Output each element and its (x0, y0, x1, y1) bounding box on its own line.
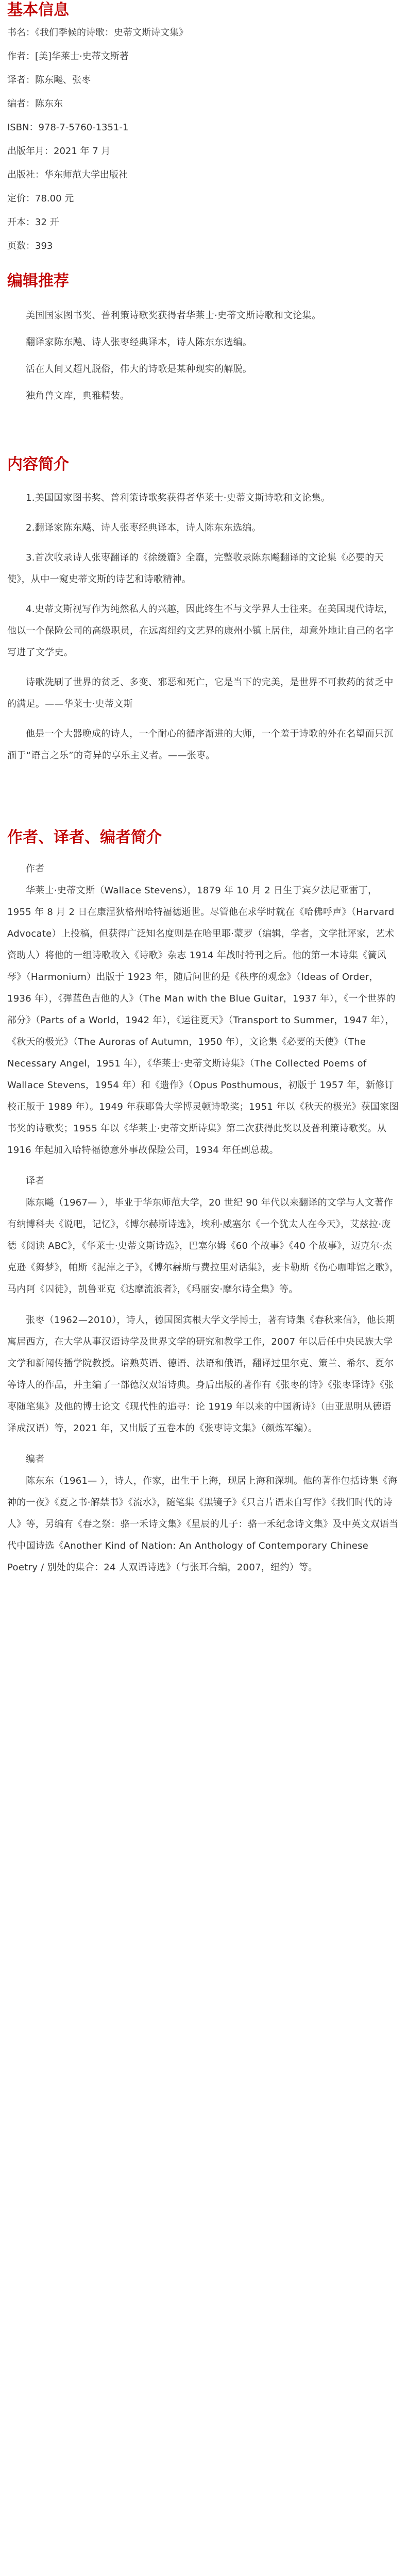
authors-heading: 作者、译者、编者简介 (7, 828, 162, 846)
content-intro-section (7, 454, 400, 767)
intro-paragraph: 3.首次收录诗人张枣翻译的《徐缓篇》全篇，完整收录陈东飚翻译的文论集《必要的天使》，从中一窥史蒂文斯的诗艺和诗歌精神。 (7, 552, 384, 585)
content-intro-body (7, 487, 400, 767)
intro-paragraph: 1.美国国家图书奖、普利策诗歌奖获得者华莱士·史蒂文斯诗歌和文论集。 (26, 493, 331, 503)
info-publisher: 出版社：华东师范大学出版社 (7, 170, 128, 180)
editor-recommendation-heading: 编辑推荐 (7, 272, 69, 290)
info-format: 开本：32 开 (7, 217, 59, 228)
intro-paragraph: 4.史蒂文斯视写作为纯然私人的兴趣，因此终生不与文学界人士往来。在美国现代诗坛，他以一个保险公司的高级职员，在远离纽约文艺界的康州小镇上居住，却意外地让自己的名字写进了文学史。 (7, 604, 394, 658)
editor-recommendation-section (7, 271, 400, 407)
recommendation-paragraph: 翻译家陈东飚、诗人张枣经典译本，诗人陈东东选编。 (26, 337, 252, 348)
content-intro-heading: 内容简介 (7, 455, 69, 473)
info-author: 作者：[美]华莱士·史蒂文斯著 (7, 51, 129, 62)
authors-body (7, 858, 400, 1579)
intro-quote: 他是一个大器晚成的诗人，一个耐心的循序渐进的大师，一个羞于诗歌的外在名望而只沉湎于“语言之乐”的奇异的享乐主义者。——张枣。 (7, 728, 394, 761)
authors-section (7, 827, 400, 1579)
basic-info-heading: 基本信息 (7, 1, 69, 19)
recommendation-paragraph: 独角兽文库，典雅精装。 (26, 391, 130, 401)
editor-bio: 陈东东（1961— ），诗人，作家，出生于上海，现居上海和深圳。他的著作包括诗集《海神的一夜》《夏之书·解禁书》《流水》，随笔集《黑镜子》《只言片语来自写作》《我们时代的诗人》等，另编有《春之祭：骆一禾诗文集》《星辰的儿子：骆一禾纪念诗文集》及中英文双语当代中国诗选《Another Kind of Nation: An Anthology of Contemporary Chinese Poetry / 别处的集合：24 人双语诗选》（与张耳合编，2007，纽约）等。 (7, 1476, 399, 1573)
info-book-title: 书名：《我们季候的诗歌：史蒂文斯诗文集》 (7, 27, 188, 38)
basic-info-list (7, 27, 400, 252)
recommendation-paragraph: 活在人间又超凡脱俗，伟大的诗歌是某种现实的解脱。 (26, 364, 252, 375)
translator-bio: 陈东飚（1967— ），毕业于华东师范大学，20 世纪 90 年代以来翻译的文学与人文著作有纳博科夫《说吧，记忆》，《博尔赫斯诗选》，埃利·威塞尔《一个犹太人在今天》，艾兹拉·庞德《阅读 ABC》，《华莱士·史蒂文斯诗选》，巴塞尔姆《60 个故事》《40 个故事》，迈克尔·杰克逊《舞梦》，帕斯《泥淖之子》，《博尔赫斯与费拉里对话集》，麦卡勒斯《伤心咖啡馆之歌》，马内阿《囚徒》，凯鲁亚克《达摩流浪者》，《玛丽安·摩尔诗全集》等。 (7, 1197, 399, 1295)
info-translator: 译者：陈东飚、张枣 (7, 75, 91, 86)
author-role-label: 作者 (26, 863, 44, 874)
basic-info-section (7, 0, 400, 252)
info-publish-date: 出版年月：2021 年 7 月 (7, 146, 111, 157)
info-price: 定价：78.00 元 (7, 193, 74, 204)
info-pages: 页数：393 (7, 241, 53, 251)
editor-recommendation-body (7, 305, 400, 407)
translator-bio: 张枣（1962—2010），诗人，德国图宾根大学文学博士，著有诗集《春秋来信》，他长期寓居西方，在大学从事汉语诗学及世界文学的研究和教学工作，2007 年以后任中央民族大学文学和新闻传播学院教授。谙熟英语、德语、法语和俄语，翻译过里尔克、策兰、希尔、夏尔等诗人的作品，并主编了一部德汉双语诗典。身后出版的著作有《张枣的诗》《张枣译诗》《张枣随笔集》及他的博士论文《现代性的追寻：论 1919 年以来的中国新诗》（由亚思明从德语译成汉语）等，2021 年，又出版了五卷本的《张枣诗文集》（颜炼军编）。 (7, 1315, 395, 1434)
author-bio: 华莱士·史蒂文斯（Wallace Stevens），1879 年 10 月 2 日生于宾夕法尼亚雷丁，1955 年 8 月 2 日在康涅狄格州哈特福德逝世。尽管他在求学时就在《哈佛呼声》（Harvard Advocate）上投稿，但获得广泛知名度则是在哈里耶·蒙罗（编辑，学者，文学批评家，艺术资助人）将他的一组诗歌收入《诗歌》杂志 1914 年战时特刊之后。他的第一本诗集《簧风琴》（Harmonium）出版于 1923 年，随后问世的是《秩序的观念》（Ideas of Order，1936 年），《弹蓝色吉他的人》（The Man with the Blue Guitar，1937 年），《一个世界的部分》（Parts of a World，1942 年），《运往夏天》（Transport to Summer，1947 年），《秋天的极光》（The Auroras of Autumn，1950 年），文论集《必要的天使》（The Necessary Angel，1951 年），《华莱士·史蒂文斯诗集》（The Collected Poems of Wallace Stevens，1954 年）和《遗作》（Opus Posthumous，初版于 1957 年，新修订校正版于 1989 年）。1949 年获耶鲁大学博灵顿诗歌奖；1951 年以《秋天的极光》获国家图书奖的诗歌奖；1955 年以《华莱士·史蒂文斯诗集》第二次获得此奖以及普利策诗歌奖。从 1916 年起加入哈特福德意外事故保险公司，1934 年任副总裁。 (7, 885, 399, 1156)
recommendation-paragraph: 美国国家图书奖、普利策诗歌奖获得者华莱士·史蒂文斯诗歌和文论集。 (26, 310, 321, 321)
editor-role-label: 编者 (26, 1454, 44, 1465)
translator-role-label: 译者 (26, 1176, 44, 1187)
info-isbn: ISBN：978-7-5760-1351-1 (7, 122, 129, 133)
intro-paragraph: 2.翻译家陈东飚、诗人张枣经典译本，诗人陈东东选编。 (26, 522, 261, 533)
info-editor: 编者：陈东东 (7, 98, 63, 109)
intro-quote: 诗歌洗刷了世界的贫乏、多变、邪恶和死亡，它是当下的完美，是世界不可救药的贫乏中的满足。——华莱士·史蒂文斯 (7, 677, 394, 709)
